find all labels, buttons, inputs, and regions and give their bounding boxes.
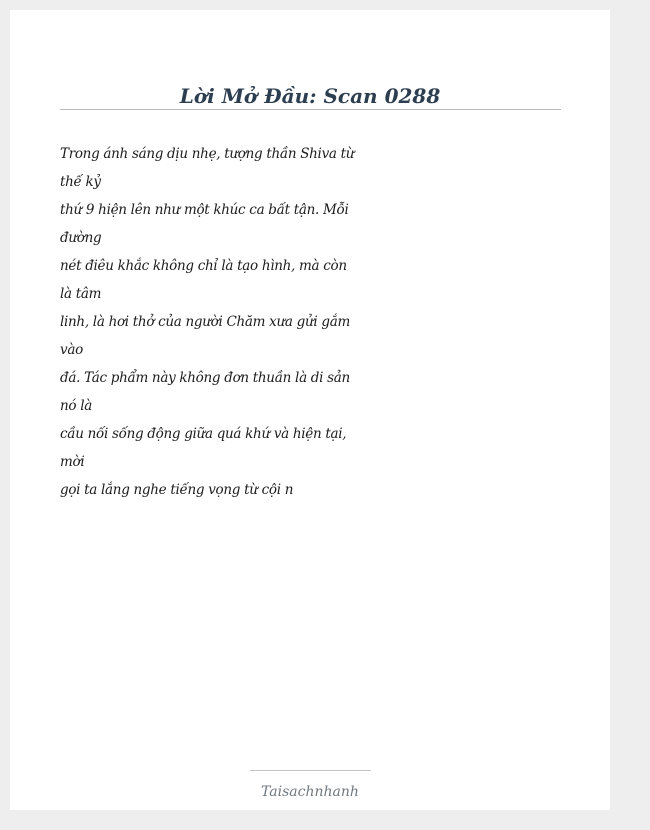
- body-line: là tâm: [60, 286, 102, 302]
- title-divider: [60, 109, 561, 110]
- body-line: mời: [60, 454, 85, 470]
- body-line: cầu nối sống động giữa quá khứ và hiện tại,: [60, 426, 347, 442]
- body-line: đá. Tác phẩm này không đơn thuần là di sản: [60, 370, 350, 386]
- document-page: [10, 10, 610, 810]
- body-line: Trong ánh sáng dịu nhẹ, tượng thần Shiva từ: [60, 146, 355, 162]
- body-line: nó là: [60, 398, 92, 414]
- body-line: thế kỷ: [60, 174, 101, 190]
- body-line: thứ 9 hiện lên như một khúc ca bất tận. Mỗi: [60, 202, 349, 218]
- body-text: [60, 140, 360, 504]
- footer-brand: Taisachnhanh: [261, 784, 359, 800]
- page-title: Lời Mở Đầu: Scan 0288: [179, 84, 441, 108]
- body-line: đường: [60, 230, 102, 246]
- body-line: nét điêu khắc không chỉ là tạo hình, mà còn: [60, 258, 347, 274]
- body-line: vào: [60, 342, 83, 358]
- body-line: gọi ta lắng nghe tiếng vọng từ cội n: [60, 482, 294, 498]
- footer-divider: [250, 770, 371, 771]
- body-line: linh, là hơi thở của người Chăm xưa gửi gắm: [60, 314, 350, 330]
